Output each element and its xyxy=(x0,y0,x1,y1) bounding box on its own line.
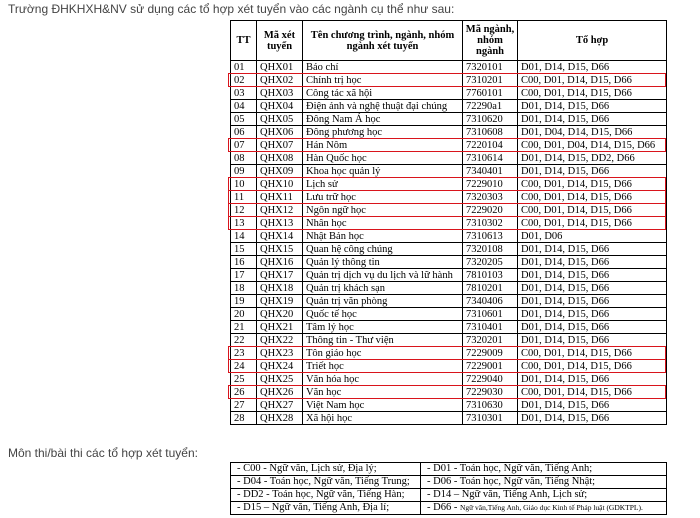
cell-ma-xet-tuyen: QHX06 xyxy=(257,126,303,139)
table-row xyxy=(231,334,667,347)
cell-tt: 01 xyxy=(231,61,257,74)
cell-ten-nganh: Quản lý thông tin xyxy=(303,256,463,269)
cell-tt: 05 xyxy=(231,113,257,126)
cell-ma-nganh: 7340401 xyxy=(463,165,518,178)
cell-tt: 22 xyxy=(231,334,257,347)
cell-ma-nganh: 7340406 xyxy=(463,295,518,308)
cell-ma-xet-tuyen: QHX02 xyxy=(257,74,303,87)
cell-tt: 03 xyxy=(231,87,257,100)
table-row xyxy=(231,87,667,100)
cell-tt: 13 xyxy=(231,217,257,230)
cell-ma-xet-tuyen: QHX07 xyxy=(257,139,303,152)
legend-row xyxy=(231,502,667,515)
cell-ma-nganh: 7760101 xyxy=(463,87,518,100)
cell-ma-nganh: 7320101 xyxy=(463,61,518,74)
cell-to-hop: C00, D01, D14, D15, D66 xyxy=(518,87,667,100)
table-row xyxy=(231,113,667,126)
cell-to-hop: C00, D01, D14, D15, D66 xyxy=(518,386,667,399)
table-row xyxy=(231,360,667,373)
table-row xyxy=(231,373,667,386)
cell-tt: 16 xyxy=(231,256,257,269)
legend-right-cell xyxy=(421,489,667,502)
cell-ma-nganh: 7320108 xyxy=(463,243,518,256)
cell-tt: 02 xyxy=(231,74,257,87)
cell-to-hop: D01, D14, D15, D66 xyxy=(518,256,667,269)
cell-ten-nganh: Công tác xã hội xyxy=(303,87,463,100)
table-row xyxy=(231,126,667,139)
cell-ten-nganh: Quan hệ công chúng xyxy=(303,243,463,256)
cell-tt: 15 xyxy=(231,243,257,256)
cell-ma-xet-tuyen: QHX16 xyxy=(257,256,303,269)
cell-tt: 18 xyxy=(231,282,257,295)
cell-tt: 26 xyxy=(231,386,257,399)
legend-left-cell xyxy=(231,502,421,515)
legend-right-cell xyxy=(421,476,667,489)
header-ten-chuong-trinh: Tên chương trình, ngành, nhóm ngành xét tuyển xyxy=(303,21,463,61)
cell-ma-xet-tuyen: QHX20 xyxy=(257,308,303,321)
cell-ma-nganh: 7310608 xyxy=(463,126,518,139)
table-row xyxy=(231,321,667,334)
subject-combinations-heading: Môn thi/bài thi các tổ hợp xét tuyển: xyxy=(8,446,198,460)
cell-to-hop: D01, D14, D15, D66 xyxy=(518,282,667,295)
cell-ma-nganh: 7229040 xyxy=(463,373,518,386)
table-row xyxy=(231,178,667,191)
cell-ma-xet-tuyen: QHX08 xyxy=(257,152,303,165)
table-row xyxy=(231,191,667,204)
cell-ma-xet-tuyen: QHX28 xyxy=(257,412,303,425)
cell-ten-nganh: Khoa học quản lý xyxy=(303,165,463,178)
table-row xyxy=(231,282,667,295)
cell-ma-nganh: 7810201 xyxy=(463,282,518,295)
admission-table-wrapper xyxy=(230,20,666,426)
cell-to-hop: D01, D14, D15, D66 xyxy=(518,373,667,386)
cell-ten-nganh: Nhật Bản học xyxy=(303,230,463,243)
cell-ma-xet-tuyen: QHX04 xyxy=(257,100,303,113)
cell-ma-nganh: 7310614 xyxy=(463,152,518,165)
cell-ma-xet-tuyen: QHX27 xyxy=(257,399,303,412)
table-row xyxy=(231,100,667,113)
table-row xyxy=(231,165,667,178)
cell-ma-nganh: 7310301 xyxy=(463,412,518,425)
legend-item-d15: - D15 – Ngữ văn, Tiếng Anh, Địa lí; xyxy=(237,502,390,513)
cell-to-hop: C00, D01, D14, D15, D66 xyxy=(518,347,667,360)
table-row xyxy=(231,217,667,230)
cell-ma-xet-tuyen: QHX22 xyxy=(257,334,303,347)
cell-ma-xet-tuyen: QHX01 xyxy=(257,61,303,74)
intro-text: Trường ĐHKHXH&NV sử dụng các tổ hợp xét tuyển vào các ngành cụ thể như sau: xyxy=(8,2,455,16)
cell-tt: 11 xyxy=(231,191,257,204)
cell-to-hop: D01, D04, D14, D15, D66 xyxy=(518,126,667,139)
cell-ma-xet-tuyen: QHX19 xyxy=(257,295,303,308)
cell-to-hop: D01, D14, D15, D66 xyxy=(518,321,667,334)
cell-ten-nganh: Ngôn ngữ học xyxy=(303,204,463,217)
cell-ma-xet-tuyen: QHX11 xyxy=(257,191,303,204)
cell-ma-xet-tuyen: QHX03 xyxy=(257,87,303,100)
cell-to-hop: C00, D01, D14, D15, D66 xyxy=(518,217,667,230)
header-ma-nganh: Mã ngành, nhóm ngành xyxy=(463,21,518,61)
legend-item-dd2: - DD2 - Toán học, Ngữ văn, Tiếng Hàn; xyxy=(237,489,405,500)
legend-row xyxy=(231,476,667,489)
cell-ma-xet-tuyen: QHX23 xyxy=(257,347,303,360)
cell-ten-nganh: Xã hội học xyxy=(303,412,463,425)
header-to-hop: Tổ hợp xyxy=(518,21,667,61)
cell-ten-nganh: Hàn Quốc học xyxy=(303,152,463,165)
cell-tt: 04 xyxy=(231,100,257,113)
cell-ma-xet-tuyen: QHX15 xyxy=(257,243,303,256)
table-row xyxy=(231,139,667,152)
admission-table xyxy=(230,20,667,425)
legend-item-d01: - D01 - Toán học, Ngữ văn, Tiếng Anh; xyxy=(427,463,593,474)
cell-to-hop: C00, D01, D04, D14, D15, D66 xyxy=(518,139,667,152)
cell-ma-nganh: 7310401 xyxy=(463,321,518,334)
table-row xyxy=(231,256,667,269)
cell-tt: 14 xyxy=(231,230,257,243)
cell-ma-nganh: 7229001 xyxy=(463,360,518,373)
cell-to-hop: D01, D14, D15, D66 xyxy=(518,412,667,425)
cell-ma-nganh: 7310613 xyxy=(463,230,518,243)
table-header-row xyxy=(231,21,667,61)
cell-ma-xet-tuyen: QHX18 xyxy=(257,282,303,295)
cell-ma-nganh: 7320303 xyxy=(463,191,518,204)
cell-to-hop: C00, D01, D14, D15, D66 xyxy=(518,360,667,373)
cell-to-hop: D01, D14, D15, D66 xyxy=(518,165,667,178)
cell-tt: 06 xyxy=(231,126,257,139)
cell-ten-nganh: Triết học xyxy=(303,360,463,373)
cell-to-hop: D01, D14, D15, D66 xyxy=(518,295,667,308)
combination-legend-table xyxy=(230,462,667,515)
cell-ma-nganh: 7229009 xyxy=(463,347,518,360)
cell-ten-nganh: Đông Nam Á học xyxy=(303,113,463,126)
cell-to-hop: D01, D14, D15, D66 xyxy=(518,269,667,282)
cell-ma-xet-tuyen: QHX10 xyxy=(257,178,303,191)
cell-ma-nganh: 7229020 xyxy=(463,204,518,217)
cell-to-hop: D01, D14, D15, D66 xyxy=(518,100,667,113)
cell-to-hop: C00, D01, D14, D15, D66 xyxy=(518,74,667,87)
cell-tt: 10 xyxy=(231,178,257,191)
cell-ten-nganh: Việt Nam học xyxy=(303,399,463,412)
cell-tt: 17 xyxy=(231,269,257,282)
cell-ten-nganh: Văn học xyxy=(303,386,463,399)
legend-item-c00: - C00 - Ngữ văn, Lịch sử, Địa lý; xyxy=(237,463,377,474)
cell-ma-nganh: 7229030 xyxy=(463,386,518,399)
cell-ten-nganh: Quản trị dịch vụ du lịch và lữ hành xyxy=(303,269,463,282)
legend-right-cell xyxy=(421,463,667,476)
cell-ma-xet-tuyen: QHX17 xyxy=(257,269,303,282)
cell-ten-nganh: Tâm lý học xyxy=(303,321,463,334)
table-row xyxy=(231,74,667,87)
table-row xyxy=(231,204,667,217)
cell-ma-nganh: 72290a1 xyxy=(463,100,518,113)
cell-ma-nganh: 7310201 xyxy=(463,74,518,87)
cell-to-hop: D01, D14, D15, D66 xyxy=(518,399,667,412)
cell-ma-xet-tuyen: QHX21 xyxy=(257,321,303,334)
cell-ma-nganh: 7320201 xyxy=(463,334,518,347)
legend-left-cell xyxy=(231,476,421,489)
cell-ma-nganh: 7220104 xyxy=(463,139,518,152)
cell-ten-nganh: Nhân học xyxy=(303,217,463,230)
cell-tt: 24 xyxy=(231,360,257,373)
legend-row xyxy=(231,489,667,502)
legend-right-cell xyxy=(421,502,667,515)
cell-to-hop: D01, D14, D15, D66 xyxy=(518,334,667,347)
cell-tt: 25 xyxy=(231,373,257,386)
cell-tt: 08 xyxy=(231,152,257,165)
cell-ten-nganh: Lịch sử xyxy=(303,178,463,191)
cell-to-hop: D01, D14, D15, DD2, D66 xyxy=(518,152,667,165)
table-row xyxy=(231,61,667,74)
legend-left-cell xyxy=(231,463,421,476)
header-tt: TT xyxy=(231,21,257,61)
cell-ma-xet-tuyen: QHX24 xyxy=(257,360,303,373)
legend-item-d66 xyxy=(427,502,660,514)
table-body xyxy=(231,61,667,425)
cell-tt: 07 xyxy=(231,139,257,152)
cell-ten-nganh: Điện ảnh và nghệ thuật đại chúng xyxy=(303,100,463,113)
cell-tt: 28 xyxy=(231,412,257,425)
cell-ma-nganh: 7229010 xyxy=(463,178,518,191)
table-row xyxy=(231,243,667,256)
legend-item-d06: - D06 - Toán học, Ngữ văn, Tiếng Nhật; xyxy=(427,476,596,487)
cell-ten-nganh: Quốc tế học xyxy=(303,308,463,321)
header-ma-xet-tuyen: Mã xét tuyển xyxy=(257,21,303,61)
cell-ma-xet-tuyen: QHX14 xyxy=(257,230,303,243)
cell-to-hop: D01, D14, D15, D66 xyxy=(518,113,667,126)
cell-tt: 09 xyxy=(231,165,257,178)
cell-ten-nganh: Đông phương học xyxy=(303,126,463,139)
table-row xyxy=(231,269,667,282)
legend-left-cell xyxy=(231,489,421,502)
cell-ten-nganh: Quản trị văn phòng xyxy=(303,295,463,308)
legend-item-d04: - D04 - Toán học, Ngữ văn, Tiếng Trung; xyxy=(237,476,410,487)
cell-ma-nganh: 7810103 xyxy=(463,269,518,282)
cell-to-hop: D01, D14, D15, D66 xyxy=(518,308,667,321)
cell-ma-xet-tuyen: QHX05 xyxy=(257,113,303,126)
table-row xyxy=(231,386,667,399)
cell-ten-nganh: Quản trị khách sạn xyxy=(303,282,463,295)
cell-ten-nganh: Báo chí xyxy=(303,61,463,74)
cell-tt: 23 xyxy=(231,347,257,360)
cell-ma-xet-tuyen: QHX09 xyxy=(257,165,303,178)
cell-ma-nganh: 7310601 xyxy=(463,308,518,321)
cell-to-hop: D01, D14, D15, D66 xyxy=(518,243,667,256)
cell-ten-nganh: Văn hóa học xyxy=(303,373,463,386)
cell-tt: 27 xyxy=(231,399,257,412)
legend-d66-text: Ngữ văn,Tiếng Anh, Giáo dục Kinh tế Pháp luật (GDKTPL). xyxy=(459,503,643,512)
cell-tt: 12 xyxy=(231,204,257,217)
cell-ma-xet-tuyen: QHX12 xyxy=(257,204,303,217)
table-row xyxy=(231,295,667,308)
table-row xyxy=(231,399,667,412)
cell-tt: 19 xyxy=(231,295,257,308)
cell-ma-xet-tuyen: QHX13 xyxy=(257,217,303,230)
legend-row xyxy=(231,463,667,476)
cell-to-hop: C00, D01, D14, D15, D66 xyxy=(518,191,667,204)
legend-item-d14: - D14 – Ngữ văn, Tiếng Anh, Lịch sử; xyxy=(427,489,588,500)
cell-to-hop: D01, D06 xyxy=(518,230,667,243)
cell-ma-nganh: 7310620 xyxy=(463,113,518,126)
cell-ma-nganh: 7310630 xyxy=(463,399,518,412)
table-row xyxy=(231,412,667,425)
table-row xyxy=(231,347,667,360)
cell-ten-nganh: Hán Nôm xyxy=(303,139,463,152)
cell-ten-nganh: Chính trị học xyxy=(303,74,463,87)
cell-ma-xet-tuyen: QHX25 xyxy=(257,373,303,386)
legend-d66-code: - D66 - xyxy=(427,502,458,513)
cell-tt: 20 xyxy=(231,308,257,321)
cell-ma-nganh: 7310302 xyxy=(463,217,518,230)
table-row xyxy=(231,152,667,165)
cell-ten-nganh: Thông tin - Thư viện xyxy=(303,334,463,347)
cell-to-hop: C00, D01, D14, D15, D66 xyxy=(518,178,667,191)
cell-ma-xet-tuyen: QHX26 xyxy=(257,386,303,399)
cell-ma-nganh: 7320205 xyxy=(463,256,518,269)
cell-to-hop: D01, D14, D15, D66 xyxy=(518,61,667,74)
cell-tt: 21 xyxy=(231,321,257,334)
table-row xyxy=(231,230,667,243)
table-row xyxy=(231,308,667,321)
cell-ten-nganh: Tôn giáo học xyxy=(303,347,463,360)
cell-to-hop: C00, D01, D14, D15, D66 xyxy=(518,204,667,217)
cell-ten-nganh: Lưu trữ học xyxy=(303,191,463,204)
